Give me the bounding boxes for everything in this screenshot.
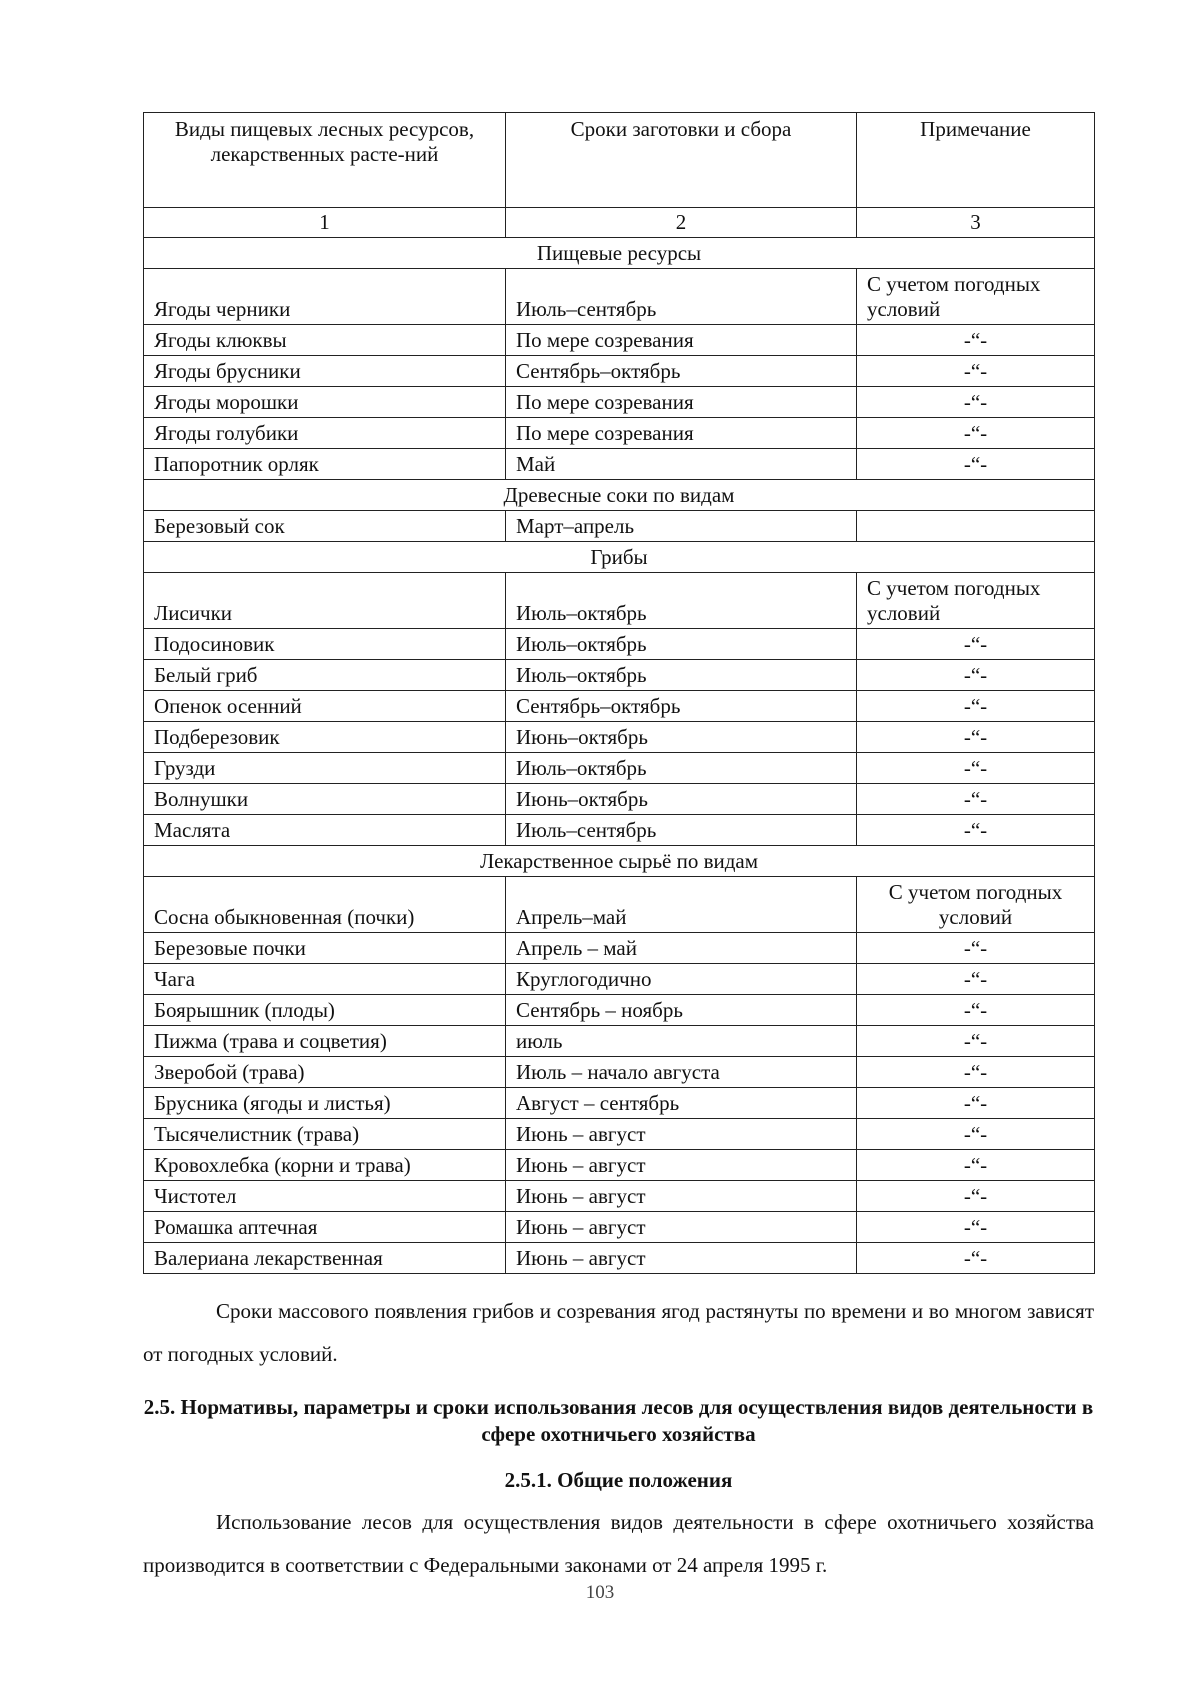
note-cell: -“-	[857, 722, 1095, 753]
table-body	[144, 113, 1095, 1274]
harvest-period-cell: Июль – начало августа	[506, 1057, 857, 1088]
resource-name-cell: Сосна обыкновенная (почки)	[144, 877, 506, 933]
note-cell: -“-	[857, 1212, 1095, 1243]
harvest-period-cell: Июль–октябрь	[506, 629, 857, 660]
note-cell: -“-	[857, 815, 1095, 846]
table-row	[144, 418, 1095, 449]
resource-name-cell: Белый гриб	[144, 660, 506, 691]
harvest-period-cell: Июнь – август	[506, 1181, 857, 1212]
note-cell: С учетом погодных условий	[857, 877, 1095, 933]
harvest-period-cell: Апрель–май	[506, 877, 857, 933]
table-row	[144, 1088, 1095, 1119]
table-row	[144, 325, 1095, 356]
harvest-period-cell: По мере созревания	[506, 387, 857, 418]
resource-name-cell: Папоротник орляк	[144, 449, 506, 480]
harvest-period-cell: Сентябрь–октябрь	[506, 356, 857, 387]
resource-name-cell: Ягоды морошки	[144, 387, 506, 418]
table-row	[144, 877, 1095, 933]
table-row	[144, 1150, 1095, 1181]
note-cell: -“-	[857, 387, 1095, 418]
harvest-period-cell: июль	[506, 1026, 857, 1057]
harvest-period-cell: По мере созревания	[506, 418, 857, 449]
note-cell	[857, 511, 1095, 542]
resource-name-cell: Тысячелистник (трава)	[144, 1119, 506, 1150]
note-cell: -“-	[857, 325, 1095, 356]
section-title: Древесные соки по видам	[144, 480, 1095, 511]
table-row	[144, 815, 1095, 846]
table-row	[144, 722, 1095, 753]
note-cell: -“-	[857, 753, 1095, 784]
resource-name-cell: Грузди	[144, 753, 506, 784]
harvest-period-cell: Сентябрь–октябрь	[506, 691, 857, 722]
section-heading: 2.5. Нормативы, параметры и сроки использования лесов для осуществления видов деятельности в сфере охотничьего хозяйства	[143, 1395, 1094, 1446]
note-cell: -“-	[857, 995, 1095, 1026]
table-row	[144, 964, 1095, 995]
note-cell: -“-	[857, 629, 1095, 660]
resource-name-cell: Боярышник (плоды)	[144, 995, 506, 1026]
table-section-row	[144, 542, 1095, 573]
note-cell: -“-	[857, 784, 1095, 815]
column-number: 2	[506, 208, 857, 238]
note-cell: -“-	[857, 449, 1095, 480]
note-cell: -“-	[857, 1181, 1095, 1212]
note-cell: -“-	[857, 1057, 1095, 1088]
harvest-period-cell: Июль–октябрь	[506, 753, 857, 784]
resource-name-cell: Ягоды голубики	[144, 418, 506, 449]
section-title: Грибы	[144, 542, 1095, 573]
resource-name-cell: Кровохлебка (корни и трава)	[144, 1150, 506, 1181]
table-row	[144, 660, 1095, 691]
harvest-period-cell: Апрель – май	[506, 933, 857, 964]
forest-resources-table	[143, 112, 1095, 1274]
resource-name-cell: Подосиновик	[144, 629, 506, 660]
harvest-period-cell: Сентябрь – ноябрь	[506, 995, 857, 1026]
page-number: 103	[585, 1582, 615, 1603]
resource-name-cell: Ягоды брусники	[144, 356, 506, 387]
note-cell: -“-	[857, 1243, 1095, 1274]
note-cell: -“-	[857, 660, 1095, 691]
resource-name-cell: Брусника (ягоды и листья)	[144, 1088, 506, 1119]
table-row	[144, 387, 1095, 418]
resource-name-cell: Валериана лекарственная	[144, 1243, 506, 1274]
resource-name-cell: Волнушки	[144, 784, 506, 815]
table-row	[144, 1181, 1095, 1212]
harvest-period-cell: Март–апрель	[506, 511, 857, 542]
table-row	[144, 356, 1095, 387]
table-section-row	[144, 480, 1095, 511]
resource-name-cell: Подберезовик	[144, 722, 506, 753]
table-row	[144, 629, 1095, 660]
resource-name-cell: Чистотел	[144, 1181, 506, 1212]
column-number-row	[144, 208, 1095, 238]
table-row	[144, 573, 1095, 629]
note-cell: -“-	[857, 691, 1095, 722]
column-number: 1	[144, 208, 506, 238]
note-cell: С учетом погодных условий	[857, 573, 1095, 629]
harvest-period-cell: Июнь – август	[506, 1119, 857, 1150]
resource-name-cell: Ягоды клюквы	[144, 325, 506, 356]
harvest-period-cell: Июль–октябрь	[506, 573, 857, 629]
table-row	[144, 1057, 1095, 1088]
table-row	[144, 511, 1095, 542]
resource-name-cell: Зверобой (трава)	[144, 1057, 506, 1088]
table-section-row	[144, 846, 1095, 877]
table-header-row	[144, 113, 1095, 208]
paragraph-hunting-usage: Использование лесов для осуществления видов деятельности в сфере охотничьего хозяйства производится в соответствии с Федеральными законами от 24 апреля 1995 г.	[143, 1510, 1094, 1577]
harvest-period-cell: Июнь – август	[506, 1243, 857, 1274]
resource-name-cell: Ромашка аптечная	[144, 1212, 506, 1243]
harvest-period-cell: Июнь–октябрь	[506, 722, 857, 753]
table-row	[144, 1026, 1095, 1057]
note-cell: -“-	[857, 933, 1095, 964]
harvest-period-cell: Май	[506, 449, 857, 480]
header-note: Примечание	[857, 113, 1095, 208]
header-resource-type: Виды пищевых лесных ресурсов, лекарственных расте-ний	[144, 113, 506, 208]
section-title: Лекарственное сырьё по видам	[144, 846, 1095, 877]
resource-name-cell: Березовый сок	[144, 511, 506, 542]
note-cell: -“-	[857, 964, 1095, 995]
table-row	[144, 753, 1095, 784]
harvest-period-cell: Июль–сентябрь	[506, 815, 857, 846]
note-cell: -“-	[857, 1119, 1095, 1150]
table-row	[144, 691, 1095, 722]
table-row	[144, 933, 1095, 964]
note-cell: -“-	[857, 356, 1095, 387]
paragraph-harvest-timing: Сроки массового появления грибов и созревания ягод растянуты по времени и во многом зависят от погодных условий.	[143, 1299, 1094, 1366]
resource-name-cell: Опенок осенний	[144, 691, 506, 722]
table-row	[144, 995, 1095, 1026]
table-row	[144, 1243, 1095, 1274]
harvest-period-cell: Июнь – август	[506, 1212, 857, 1243]
table-section-row	[144, 238, 1095, 269]
resource-name-cell: Березовые почки	[144, 933, 506, 964]
table-row	[144, 269, 1095, 325]
note-cell: -“-	[857, 1150, 1095, 1181]
note-cell: -“-	[857, 418, 1095, 449]
harvest-period-cell: Круглогодично	[506, 964, 857, 995]
harvest-period-cell: Июль–октябрь	[506, 660, 857, 691]
section-title: Пищевые ресурсы	[144, 238, 1095, 269]
table-row	[144, 1119, 1095, 1150]
harvest-period-cell: Август – сентябрь	[506, 1088, 857, 1119]
harvest-period-cell: По мере созревания	[506, 325, 857, 356]
resource-name-cell: Маслята	[144, 815, 506, 846]
note-cell: -“-	[857, 1026, 1095, 1057]
harvest-period-cell: Июль–сентябрь	[506, 269, 857, 325]
table-row	[144, 784, 1095, 815]
resource-name-cell: Лисички	[144, 573, 506, 629]
note-cell: С учетом погодных условий	[857, 269, 1095, 325]
header-harvest-period: Сроки заготовки и сбора	[506, 113, 857, 208]
table-row	[144, 1212, 1095, 1243]
harvest-period-cell: Июнь – август	[506, 1150, 857, 1181]
table-row	[144, 449, 1095, 480]
harvest-period-cell: Июнь–октябрь	[506, 784, 857, 815]
resource-name-cell: Чага	[144, 964, 506, 995]
subsection-heading: 2.5.1. Общие положения	[504, 1468, 733, 1492]
note-cell: -“-	[857, 1088, 1095, 1119]
resource-name-cell: Ягоды черники	[144, 269, 506, 325]
column-number: 3	[857, 208, 1095, 238]
resource-name-cell: Пижма (трава и соцветия)	[144, 1026, 506, 1057]
